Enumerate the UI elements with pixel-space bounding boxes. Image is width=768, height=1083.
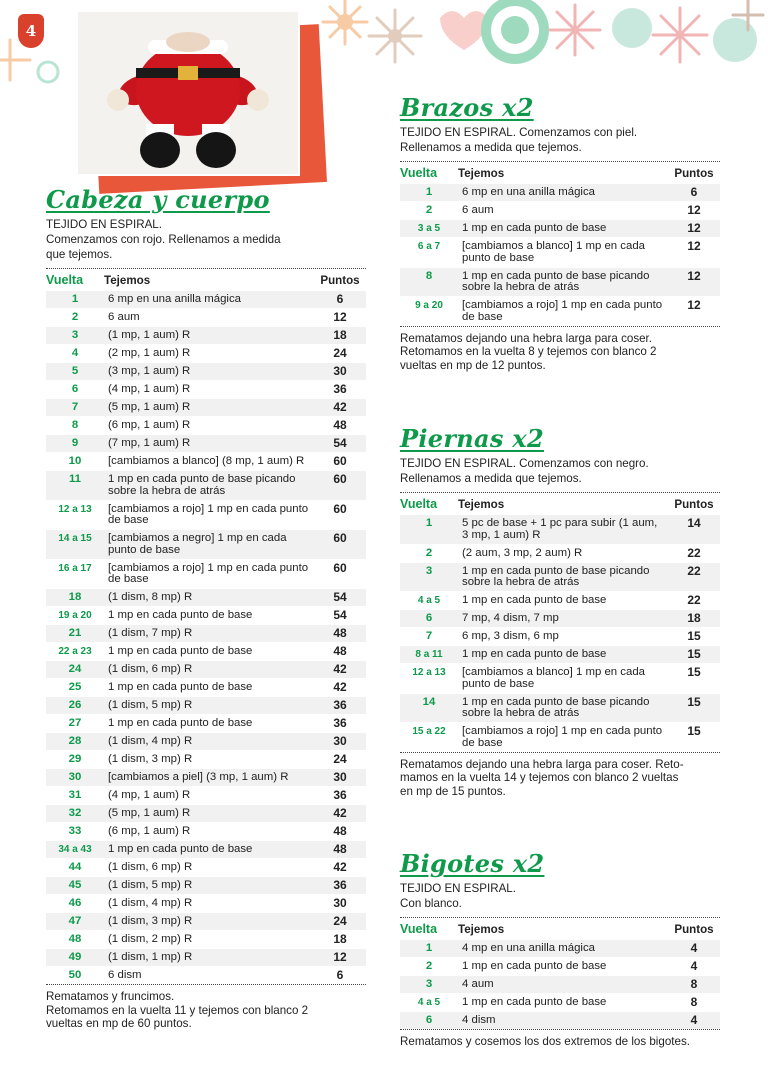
cell-puntos: 24 (314, 912, 366, 930)
table-row (46, 714, 366, 732)
cell-puntos: 18 (668, 609, 720, 627)
table-row (400, 722, 720, 752)
cell-tejemos: (1 dism, 7 mp) R (104, 624, 314, 642)
cell-tejemos: 1 mp en cada punto de base picando sobre la hebra de atrás (458, 562, 668, 592)
cell-tejemos: (1 dism, 3 mp) R (104, 750, 314, 768)
table-row (46, 500, 366, 530)
header-vuelta: Vuelta (400, 497, 438, 511)
table-row (400, 562, 720, 592)
table-row (46, 678, 366, 696)
cell-vuelta: 11 (46, 470, 104, 500)
cell-vuelta: 28 (46, 732, 104, 750)
cell-vuelta: 22 a 23 (46, 642, 104, 660)
cell-tejemos: (1 dism, 4 mp) R (104, 732, 314, 750)
cell-vuelta: 2 (400, 957, 458, 975)
cell-puntos: 18 (314, 326, 366, 344)
cell-vuelta: 1 (400, 939, 458, 957)
table-row (46, 786, 366, 804)
intro-line: Comenzamos con rojo. Rellenamos a medida que tejemos. (46, 233, 281, 261)
table-row (46, 362, 366, 380)
cell-vuelta: 14 a 15 (46, 529, 104, 559)
section-intro (400, 881, 720, 911)
cell-tejemos: [cambiamos a blanco] 1 mp en cada punto de base (458, 237, 668, 267)
cell-tejemos: [cambiamos a rojo] 1 mp en cada punto de base (458, 296, 668, 326)
cell-puntos: 12 (314, 948, 366, 966)
table-row (400, 201, 720, 219)
section-intro (400, 125, 720, 155)
cell-puntos: 60 (314, 529, 366, 559)
cell-puntos: 24 (314, 750, 366, 768)
table-row (46, 894, 366, 912)
cell-tejemos: 1 mp en cada punto de base (104, 642, 314, 660)
table-row (400, 1011, 720, 1029)
pattern-table (46, 268, 366, 985)
header-tejemos: Tejemos (458, 166, 505, 180)
cell-tejemos: 1 mp en cada punto de base (458, 591, 668, 609)
cell-puntos: 4 (668, 957, 720, 975)
cell-vuelta: 25 (46, 678, 104, 696)
table-row (400, 993, 720, 1011)
cell-tejemos: [cambiamos a rojo] 1 mp en cada punto de base (458, 722, 668, 752)
cell-tejemos: (5 mp, 1 aum) R (104, 804, 314, 822)
cell-vuelta: 47 (46, 912, 104, 930)
cell-puntos: 54 (314, 588, 366, 606)
cell-puntos: 42 (314, 678, 366, 696)
cell-tejemos: 4 mp en una anilla mágica (458, 939, 668, 957)
table-row (46, 840, 366, 858)
cell-vuelta: 4 a 5 (400, 993, 458, 1011)
cell-vuelta: 4 a 5 (400, 591, 458, 609)
cell-puntos: 60 (314, 500, 366, 530)
table-row (400, 237, 720, 267)
cell-tejemos: (1 dism, 4 mp) R (104, 894, 314, 912)
cell-tejemos: 1 mp en cada punto de base (104, 606, 314, 624)
table-row (400, 957, 720, 975)
cell-puntos: 42 (314, 804, 366, 822)
table-row (46, 308, 366, 326)
table-row (46, 398, 366, 416)
cell-vuelta: 3 (400, 975, 458, 993)
table-row (400, 939, 720, 957)
cell-tejemos: [cambiamos a piel] (3 mp, 1 aum) R (104, 768, 314, 786)
cell-tejemos: (5 mp, 1 aum) R (104, 398, 314, 416)
cell-puntos: 30 (314, 732, 366, 750)
table-row (46, 912, 366, 930)
table-row (400, 609, 720, 627)
cell-puntos: 24 (314, 344, 366, 362)
cell-puntos: 12 (668, 201, 720, 219)
table-row (46, 966, 366, 984)
table-row (46, 559, 366, 589)
cell-vuelta: 26 (46, 696, 104, 714)
cell-puntos: 15 (668, 645, 720, 663)
section-bigotes (400, 850, 720, 1049)
cell-tejemos: 6 dism (104, 966, 314, 984)
cell-puntos: 4 (668, 939, 720, 957)
cell-vuelta: 5 (46, 362, 104, 380)
header-puntos: Puntos (674, 922, 714, 936)
section-outro: Rematamos y fruncimos. Retomamos en la vuelta 11 y tejemos con blanco 2 vueltas en mp de 60 puntos. (46, 990, 309, 1030)
cell-puntos: 12 (668, 267, 720, 297)
cell-puntos: 54 (314, 434, 366, 452)
cell-tejemos: [cambiamos a negro] 1 mp en cada punto de base (104, 529, 314, 559)
cell-vuelta: 34 a 43 (46, 840, 104, 858)
table-row (46, 434, 366, 452)
table-row (46, 750, 366, 768)
section-title: Piernas x2 (400, 424, 544, 453)
intro-line: TEJIDO EN ESPIRAL. Comenzamos con negro. Rellenamos a medida que tejemos. (400, 457, 649, 485)
cell-puntos: 6 (314, 966, 366, 984)
cell-vuelta: 2 (400, 201, 458, 219)
cell-puntos: 48 (314, 840, 366, 858)
cell-vuelta: 9 (46, 434, 104, 452)
pattern-table (400, 161, 720, 327)
table-row (400, 544, 720, 562)
header-tejemos: Tejemos (458, 922, 505, 936)
cell-tejemos: [cambiamos a blanco] 1 mp en cada punto de base (458, 663, 668, 693)
santa-amigurumi-illustration (78, 12, 298, 174)
table-row (46, 588, 366, 606)
table-row (46, 930, 366, 948)
cell-puntos: 42 (314, 660, 366, 678)
cell-tejemos: 1 mp en cada punto de base picando sobre la hebra de atrás (458, 267, 668, 297)
section-brazos (400, 94, 720, 372)
cell-vuelta: 2 (400, 544, 458, 562)
cell-vuelta: 3 (400, 562, 458, 592)
table-row (46, 344, 366, 362)
cell-vuelta: 33 (46, 822, 104, 840)
header-vuelta: Vuelta (46, 273, 84, 287)
table-row (46, 822, 366, 840)
table-row (46, 642, 366, 660)
cell-vuelta: 7 (46, 398, 104, 416)
cell-vuelta: 14 (400, 693, 458, 723)
cell-vuelta: 6 (400, 1011, 458, 1029)
cell-vuelta: 48 (46, 930, 104, 948)
cell-vuelta: 24 (46, 660, 104, 678)
cell-tejemos: (1 dism, 5 mp) R (104, 696, 314, 714)
cell-vuelta: 16 a 17 (46, 559, 104, 589)
table-row (46, 732, 366, 750)
cell-puntos: 36 (314, 380, 366, 398)
header-puntos: Puntos (674, 497, 714, 511)
cell-tejemos: 6 mp en una anilla mágica (458, 183, 668, 201)
cell-vuelta: 4 (46, 344, 104, 362)
cell-vuelta: 50 (46, 966, 104, 984)
table-row (46, 624, 366, 642)
cell-vuelta: 1 (400, 514, 458, 544)
cell-tejemos: (1 dism, 6 mp) R (104, 660, 314, 678)
cell-puntos: 15 (668, 722, 720, 752)
table-row (46, 606, 366, 624)
cell-puntos: 12 (668, 219, 720, 237)
cell-puntos: 12 (668, 296, 720, 326)
cell-vuelta: 49 (46, 948, 104, 966)
header-tejemos: Tejemos (104, 273, 151, 287)
table-row (400, 514, 720, 544)
cell-tejemos: 5 pc de base + 1 pc para subir (1 aum, 3 mp, 1 aum) R (458, 514, 668, 544)
header-vuelta: Vuelta (400, 922, 438, 936)
cell-puntos: 15 (668, 663, 720, 693)
header-tejemos: Tejemos (458, 497, 505, 511)
cell-puntos: 15 (668, 693, 720, 723)
cell-puntos: 48 (314, 624, 366, 642)
cell-puntos: 18 (314, 930, 366, 948)
table-row (46, 696, 366, 714)
section-piernas (400, 425, 720, 798)
cell-tejemos: 1 mp en cada punto de base (104, 714, 314, 732)
cell-vuelta: 6 a 7 (400, 237, 458, 267)
cell-puntos: 36 (314, 696, 366, 714)
cell-vuelta: 6 (46, 380, 104, 398)
cell-vuelta: 19 a 20 (46, 606, 104, 624)
cell-tejemos: (1 dism, 2 mp) R (104, 930, 314, 948)
table-row (46, 380, 366, 398)
table-row (46, 452, 366, 470)
cell-tejemos: (2 aum, 3 mp, 2 aum) R (458, 544, 668, 562)
cell-puntos: 6 (668, 183, 720, 201)
cell-puntos: 30 (314, 362, 366, 380)
table-row (46, 529, 366, 559)
cell-tejemos: (7 mp, 1 aum) R (104, 434, 314, 452)
table-row (400, 183, 720, 201)
cell-puntos: 14 (668, 514, 720, 544)
cell-tejemos: (1 dism, 5 mp) R (104, 876, 314, 894)
cell-vuelta: 8 (46, 416, 104, 434)
table-row (400, 975, 720, 993)
cell-vuelta: 29 (46, 750, 104, 768)
cell-puntos: 30 (314, 894, 366, 912)
cell-puntos: 54 (314, 606, 366, 624)
cell-tejemos: 1 mp en cada punto de base (458, 957, 668, 975)
cell-tejemos: (2 mp, 1 aum) R (104, 344, 314, 362)
cell-tejemos: (6 mp, 1 aum) R (104, 416, 314, 434)
cell-vuelta: 10 (46, 452, 104, 470)
table-row (46, 768, 366, 786)
cell-tejemos: 1 mp en cada punto de base (458, 645, 668, 663)
section-cabeza-y-cuerpo (46, 186, 366, 1031)
cell-puntos: 60 (314, 470, 366, 500)
cell-tejemos: [cambiamos a rojo] 1 mp en cada punto de base (104, 500, 314, 530)
cell-puntos: 30 (314, 768, 366, 786)
product-photo (78, 12, 298, 174)
cell-tejemos: (1 dism, 1 mp) R (104, 948, 314, 966)
cell-puntos: 36 (314, 876, 366, 894)
cell-tejemos: [cambiamos a blanco] (8 mp, 1 aum) R (104, 452, 314, 470)
cell-tejemos: (1 dism, 6 mp) R (104, 858, 314, 876)
table-row (46, 470, 366, 500)
cell-puntos: 36 (314, 786, 366, 804)
cell-vuelta: 12 a 13 (400, 663, 458, 693)
cell-tejemos: 1 mp en cada punto de base (104, 678, 314, 696)
cell-tejemos: 1 mp en cada punto de base picando sobre la hebra de atrás (104, 470, 314, 500)
section-outro: Rematamos y cosemos los dos extremos de los bigotes. (400, 1035, 690, 1048)
cell-tejemos: 4 dism (458, 1011, 668, 1029)
cell-vuelta: 1 (400, 183, 458, 201)
intro-line: TEJIDO EN ESPIRAL. Con blanco. (400, 882, 516, 910)
section-outro: Rematamos dejando una hebra larga para coser. Retomamos en la vuelta 8 y tejemos con blanco 2 vueltas en mp de 12 puntos. (400, 331, 657, 372)
cell-puntos: 6 (314, 290, 366, 308)
cell-puntos: 22 (668, 562, 720, 592)
cell-tejemos: [cambiamos a rojo] 1 mp en cada punto de base (104, 559, 314, 589)
pattern-table (400, 492, 720, 753)
cell-puntos: 48 (314, 416, 366, 434)
cell-puntos: 8 (668, 975, 720, 993)
cell-tejemos: 1 mp en cada punto de base (458, 219, 668, 237)
cell-vuelta: 32 (46, 804, 104, 822)
cell-puntos: 42 (314, 858, 366, 876)
cell-tejemos: 4 aum (458, 975, 668, 993)
cell-vuelta: 2 (46, 308, 104, 326)
header-puntos: Puntos (320, 273, 360, 287)
table-row (400, 267, 720, 297)
table-row (46, 326, 366, 344)
intro-line: TEJIDO EN ESPIRAL. Comenzamos con piel. Rellenamos a medida que tejemos. (400, 126, 638, 154)
cell-puntos: 12 (668, 237, 720, 267)
cell-vuelta: 1 (46, 290, 104, 308)
cell-puntos: 8 (668, 993, 720, 1011)
cell-tejemos: (4 mp, 1 aum) R (104, 380, 314, 398)
cell-puntos: 42 (314, 398, 366, 416)
cell-tejemos: 6 mp, 3 dism, 6 mp (458, 627, 668, 645)
cell-vuelta: 46 (46, 894, 104, 912)
cell-vuelta: 3 (46, 326, 104, 344)
section-title: Brazos x2 (400, 93, 534, 122)
cell-tejemos: (3 mp, 1 aum) R (104, 362, 314, 380)
cell-tejemos: (1 dism, 3 mp) R (104, 912, 314, 930)
pattern-table (400, 917, 720, 1030)
cell-vuelta: 12 a 13 (46, 500, 104, 530)
header-vuelta: Vuelta (400, 166, 438, 180)
cell-tejemos: 6 aum (458, 201, 668, 219)
cell-vuelta: 7 (400, 627, 458, 645)
cell-tejemos: (6 mp, 1 aum) R (104, 822, 314, 840)
cell-puntos: 22 (668, 591, 720, 609)
cell-tejemos: 1 mp en cada punto de base (458, 993, 668, 1011)
cell-puntos: 15 (668, 627, 720, 645)
table-row (400, 219, 720, 237)
table-row (400, 645, 720, 663)
table-row (46, 948, 366, 966)
cell-tejemos: 1 mp en cada punto de base (104, 840, 314, 858)
cell-tejemos: 6 mp en una anilla mágica (104, 290, 314, 308)
cell-puntos: 36 (314, 714, 366, 732)
cell-vuelta: 15 a 22 (400, 722, 458, 752)
table-row (46, 858, 366, 876)
cell-tejemos: 7 mp, 4 dism, 7 mp (458, 609, 668, 627)
page-number-badge: 4 (18, 14, 44, 48)
intro-line: TEJIDO EN ESPIRAL. (46, 218, 162, 231)
cell-vuelta: 3 a 5 (400, 219, 458, 237)
cell-puntos: 48 (314, 642, 366, 660)
cell-tejemos: 1 mp en cada punto de base picando sobre la hebra de atrás (458, 693, 668, 723)
cell-tejemos: (1 dism, 8 mp) R (104, 588, 314, 606)
cell-vuelta: 45 (46, 876, 104, 894)
cell-tejemos: 6 aum (104, 308, 314, 326)
cell-puntos: 4 (668, 1011, 720, 1029)
cell-tejemos: (1 mp, 1 aum) R (104, 326, 314, 344)
cell-vuelta: 6 (400, 609, 458, 627)
cell-vuelta: 27 (46, 714, 104, 732)
table-row (400, 627, 720, 645)
section-title: Bigotes x2 (400, 849, 545, 878)
table-row (46, 660, 366, 678)
cell-vuelta: 8 (400, 267, 458, 297)
table-row (400, 296, 720, 326)
cell-vuelta: 9 a 20 (400, 296, 458, 326)
cell-puntos: 22 (668, 544, 720, 562)
table-row (46, 416, 366, 434)
section-intro (400, 456, 720, 486)
section-intro (46, 217, 366, 262)
cell-vuelta: 8 a 11 (400, 645, 458, 663)
table-row (46, 290, 366, 308)
table-row (400, 663, 720, 693)
section-title: Cabeza y cuerpo (46, 185, 270, 214)
table-row (46, 876, 366, 894)
cell-vuelta: 30 (46, 768, 104, 786)
cell-vuelta: 21 (46, 624, 104, 642)
cell-puntos: 60 (314, 452, 366, 470)
cell-puntos: 60 (314, 559, 366, 589)
cell-tejemos: (4 mp, 1 aum) R (104, 786, 314, 804)
table-row (400, 591, 720, 609)
cell-puntos: 48 (314, 822, 366, 840)
table-row (400, 693, 720, 723)
cell-vuelta: 18 (46, 588, 104, 606)
header-puntos: Puntos (674, 166, 714, 180)
cell-vuelta: 31 (46, 786, 104, 804)
cell-puntos: 12 (314, 308, 366, 326)
table-row (46, 804, 366, 822)
section-outro: Rematamos dejando una hebra larga para coser. Reto- mamos en la vuelta 14 y tejemos con blanco 2 vueltas en mp de 15 puntos. (400, 757, 684, 798)
cell-vuelta: 44 (46, 858, 104, 876)
